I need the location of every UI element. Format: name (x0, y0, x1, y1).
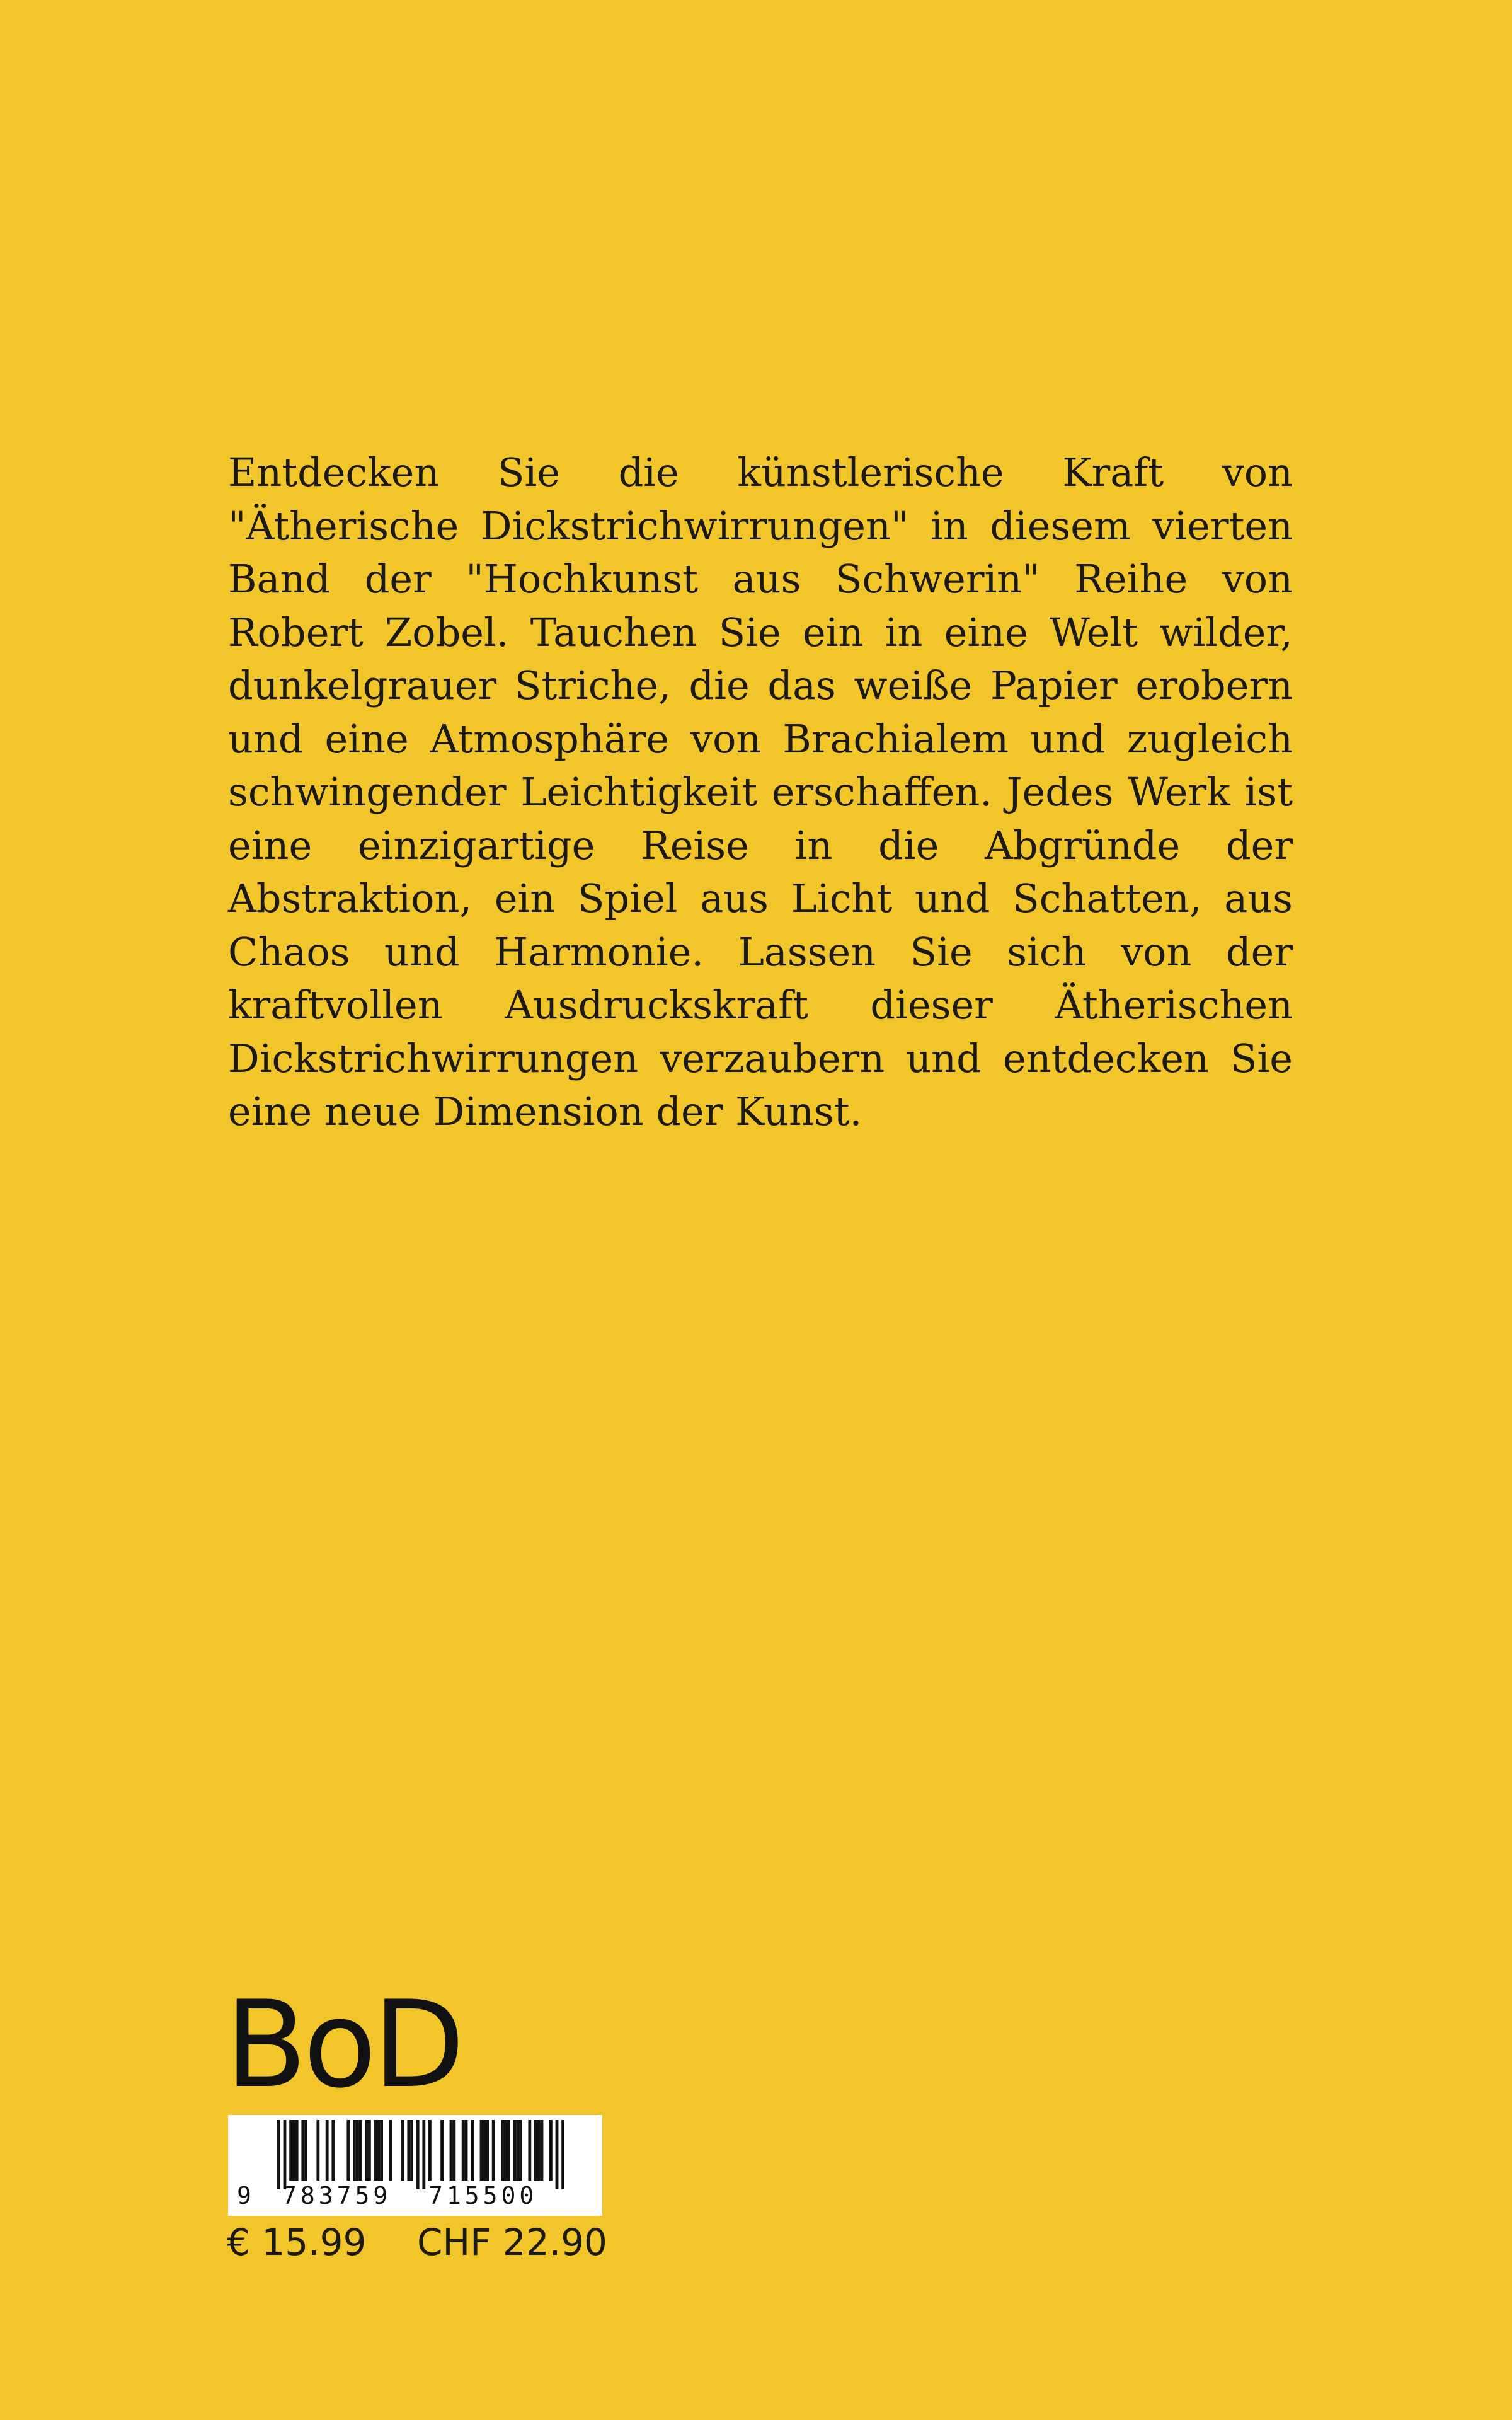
price-line (227, 2217, 668, 2267)
barcode-bar (507, 2120, 510, 2181)
barcode-digits-right: 715500 (428, 2182, 538, 2210)
barcode-bar (549, 2120, 553, 2181)
barcode-bar (492, 2120, 495, 2181)
barcode-bar (516, 2120, 519, 2181)
barcode-bar (504, 2120, 507, 2181)
barcode-bar (452, 2120, 455, 2181)
barcode-bar (380, 2120, 383, 2181)
barcode-bar (486, 2120, 489, 2181)
barcode-bar (440, 2120, 444, 2181)
barcode-bar (346, 2120, 350, 2181)
barcode-bar (537, 2120, 541, 2181)
barcode-bar (513, 2120, 516, 2181)
barcode-bar (462, 2120, 465, 2181)
barcode-digit-first: 9 (237, 2182, 251, 2210)
barcode-bar (289, 2120, 292, 2181)
barcode-digits (228, 2178, 602, 2213)
barcode-bar (471, 2120, 474, 2181)
barcode-bar (365, 2120, 368, 2181)
barcode-bar (483, 2120, 486, 2181)
barcode-bar (480, 2120, 483, 2181)
barcode-bar (356, 2120, 359, 2181)
barcode-bar (401, 2120, 404, 2181)
price-eur: € 15.99 (227, 2221, 367, 2264)
barcode-bar (316, 2120, 319, 2181)
barcode-bar (450, 2120, 453, 2181)
barcode-bar (359, 2120, 362, 2181)
barcode-bar (331, 2120, 335, 2181)
barcode-bar (353, 2120, 356, 2181)
barcode-bar (368, 2120, 371, 2181)
barcode-bar (428, 2120, 432, 2181)
barcode-bar (501, 2120, 504, 2181)
barcode-bar (292, 2120, 295, 2181)
barcode-bar (534, 2120, 537, 2181)
barcode-bar (326, 2120, 329, 2181)
barcode-bar (407, 2120, 410, 2181)
publisher-logo: BoD (225, 1975, 461, 2114)
barcode-digits-left: 783759 (282, 2182, 392, 2210)
blurb-text: Entdecken Sie die künstlerische Kraft von "Ätherische Dickstrichwirrungen" in diesem vierten Band der "Hochkunst aus Schwerin" Reihe von Robert Zobel. Tauchen Sie ein in eine Welt wilder, dunkelgrauer Striche, die das weiße Papier erobern und eine Atmosphäre von Brachialem und zugleich schwingender Leichtigkeit erschaffen. Jedes Werk ist eine einzigartige Reise in die Abgründe der Abstraktion, ein Spiel aus Licht und Schatten, aus Chaos und Harmonie. Lassen Sie sich von der kraftvollen Ausdruckskraft dieser Ätherischen Dickstrichwirrungen verzaubern und entdecken Sie eine neue Dimension der Kunst. (228, 449, 1293, 1134)
barcode-bar (374, 2120, 377, 2181)
price-chf: CHF 22.90 (417, 2221, 607, 2264)
barcode-bar (304, 2120, 307, 2181)
barcode-bar (301, 2120, 304, 2181)
barcode-bar (465, 2120, 468, 2181)
barcode-bar (528, 2120, 531, 2181)
barcode-bar (377, 2120, 380, 2181)
barcode-bar (295, 2120, 299, 2181)
isbn-barcode (228, 2115, 602, 2216)
barcode-bar (541, 2120, 544, 2181)
barcode-bar (410, 2120, 413, 2181)
barcode-bar (519, 2120, 522, 2181)
barcode-bar (389, 2120, 392, 2181)
